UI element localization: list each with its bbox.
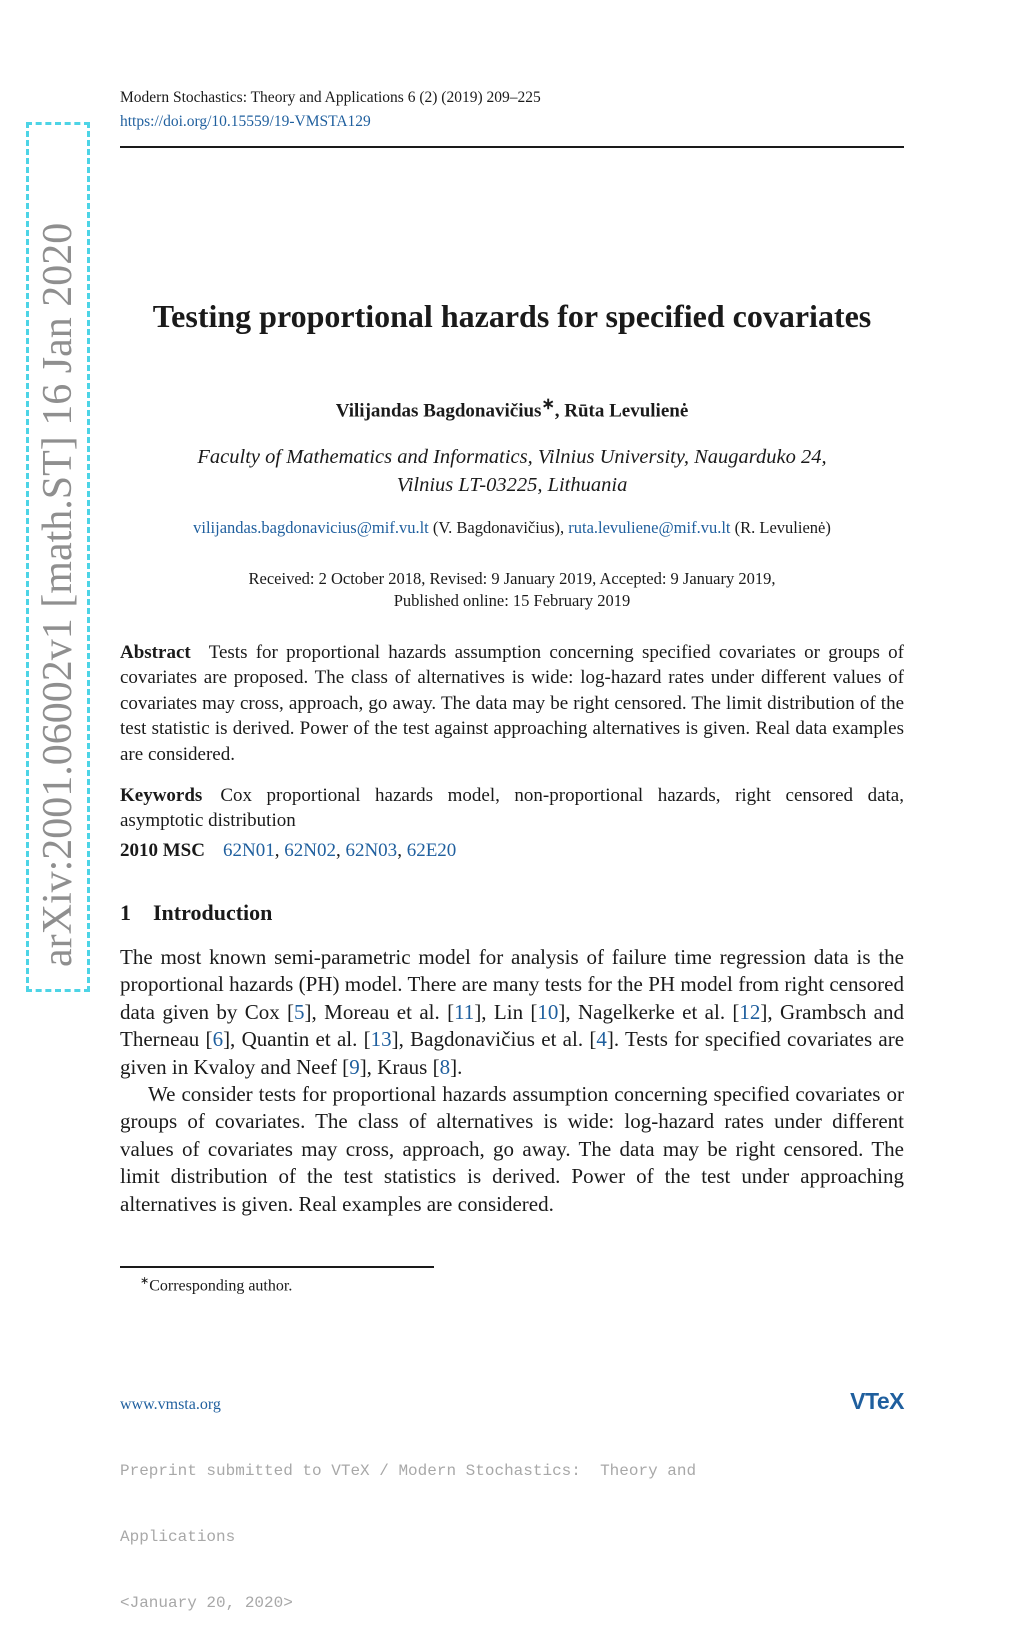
- journal-citation: Modern Stochastics: Theory and Applications 6 (2) (2019) 209–225: [120, 89, 541, 106]
- author-name: Rūta Levulienė: [564, 400, 689, 422]
- affiliation: [0, 443, 1024, 499]
- citation-link[interactable]: 10: [537, 999, 559, 1024]
- msc-label: 2010 MSC: [120, 840, 205, 861]
- abstract-label: Abstract: [120, 642, 191, 663]
- paragraph: The most known semi-parametric model for analysis of failure time regression data is the proportional hazards (PH) model. There are many tests for the PH model from right censored data given by Cox [5], Moreau et al. [11], Lin [10], Nagelkerke et al. [12], Grambsch and Therneau [6], Quantin et al. [13], Bagdonavičius et al. [4]. Tests for specified covariates are given in Kvaloy and Neef [9], Kraus [8].: [120, 945, 905, 1079]
- preprint-line: Preprint submitted to VTeX / Modern Stochastics: Theory and: [120, 1462, 697, 1480]
- msc-code-link[interactable]: 62E20: [406, 840, 457, 861]
- citation-link[interactable]: 12: [739, 999, 761, 1024]
- msc-code-link[interactable]: 62N01: [222, 840, 275, 861]
- corresponding-mark: ∗: [541, 396, 555, 413]
- publication-dates: [0, 568, 1024, 612]
- section-heading: [120, 900, 272, 926]
- dates-line: Published online: 15 February 2019: [393, 591, 631, 610]
- author-emails: [0, 518, 1024, 538]
- preprint-notice: [120, 1416, 820, 1636]
- citation-link[interactable]: 8: [439, 1054, 451, 1079]
- section-title: Introduction: [153, 900, 273, 925]
- journal-site-link[interactable]: www.vmsta.org: [120, 1396, 221, 1413]
- doi-link[interactable]: https://doi.org/10.15559/19-VMSTA129: [120, 113, 371, 130]
- footnote-text: Corresponding author.: [149, 1277, 293, 1295]
- arxiv-stamp: arXiv:2001.06002v1 [math.ST] 16 Jan 2020: [26, 122, 90, 992]
- dates-line: Received: 2 October 2018, Revised: 9 January 2019, Accepted: 9 January 2019,: [248, 569, 776, 588]
- author-separator: ,: [554, 400, 565, 422]
- msc-codes: 2010 MSC 62N01, 62N02, 62N03, 62E20: [120, 840, 457, 861]
- keywords-label: Keywords: [120, 785, 203, 806]
- affiliation-line: Faculty of Mathematics and Informatics, Vilnius University, Naugarduko 24,: [197, 446, 827, 468]
- msc-code-link[interactable]: 62N02: [284, 840, 336, 861]
- section-number: 1: [120, 900, 131, 925]
- author-name: Vilijandas Bagdonavičius: [335, 400, 542, 422]
- email-link[interactable]: vilijandas.bagdonavicius@mif.vu.lt: [193, 518, 429, 537]
- affiliation-line: Vilnius LT-03225, Lithuania: [396, 474, 628, 496]
- keywords: [120, 783, 904, 834]
- footnote: [140, 1274, 292, 1295]
- email-link[interactable]: ruta.levuliene@mif.vu.lt: [568, 518, 731, 537]
- citation-link[interactable]: 13: [370, 1027, 392, 1052]
- author-list: [0, 394, 1024, 422]
- vtex-logo: VTeX: [850, 1388, 904, 1414]
- email-owner: (V. Bagdonavičius),: [428, 518, 569, 537]
- citation-link[interactable]: 6: [212, 1027, 224, 1052]
- citation-link[interactable]: 11: [454, 999, 475, 1024]
- preprint-date: <January 20, 2020>: [120, 1594, 293, 1612]
- journal-header: [120, 86, 541, 134]
- citation-link[interactable]: 5: [294, 999, 305, 1024]
- header-divider: [120, 146, 904, 148]
- footnote-divider: [120, 1266, 434, 1268]
- footnote-mark: ∗: [140, 1275, 150, 1287]
- introduction-body: [120, 944, 904, 1218]
- paper-title: Testing proportional hazards for specified covariates: [152, 298, 872, 334]
- citation-link[interactable]: 4: [596, 1027, 607, 1052]
- citation-link[interactable]: 9: [349, 1054, 360, 1079]
- msc-code-link[interactable]: 62N03: [345, 840, 398, 861]
- paragraph: We consider tests for proportional hazards assumption concerning specified covariates or groups of covariates. The class of alternatives is wide: log-hazard rates under different values of covariates may cross, approach, go away. The data may be right censored. The limit distribution of the test statistics is derived. Power of the test under approaching alternatives is given. Real examples are considered.: [120, 1082, 904, 1216]
- abstract-text: Tests for proportional hazards assumption concerning specified covariates or groups of covariates are proposed. The class of alternatives is wide: log-hazard rates under different values of covariates may cross, approach, go away. The data may be right censored. The limit distribution of the test statistic is derived. Power of the test against approaching alternatives is given. Real data examples are considered.: [120, 642, 904, 765]
- email-owner: (R. Levulienė): [730, 518, 831, 537]
- preprint-line: Applications: [120, 1528, 236, 1546]
- keywords-text: Cox proportional hazards model, non-proportional hazards, right censored data, asymptotic distribution: [120, 785, 904, 832]
- abstract: [120, 640, 904, 767]
